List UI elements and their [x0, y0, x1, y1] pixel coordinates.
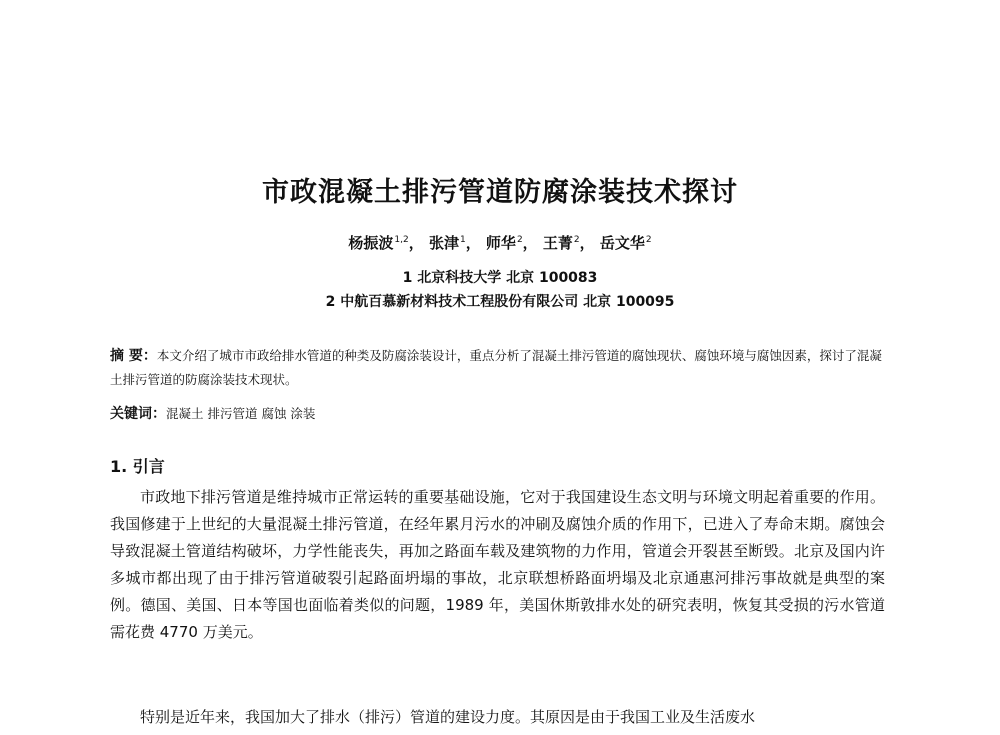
- section-heading: 1. 引言: [110, 457, 165, 476]
- abstract-text: 本文介绍了城市市政给排水管道的种类及防腐涂装设计，重点分析了混凝土排污管道的腐蚀现状、腐蚀环境与腐蚀因素，探讨了混凝土排污管道的防腐涂装技术现状。: [110, 348, 882, 387]
- abstract: [110, 344, 890, 392]
- body-paragraph: 特别是近年来，我国加大了排水（排污）管道的建设力度。其原因是由于我国工业及生活废水: [140, 708, 756, 726]
- body-paragraph: 市政地下排污管道是维持城市正常运转的重要基础设施，它对于我国建设生态文明与环境文明起着重要的作用。我国修建于上世纪的大量混凝土排污管道，在经年累月污水的冲刷及腐蚀介质的作用下，已进入了寿命末期。腐蚀会导致混凝土管道结构破坏，力学性能丧失，再加之路面车载及建筑物的力作用，管道会开裂甚至断毁。北京及国内许多城市都出现了由于排污管道破裂引起路面坍塌的事故，北京联想桥路面坍塌及北京通惠河排污事故就是典型的案例。德国、美国、日本等国也面临着类似的问题，1989 年，美国休斯敦排水处的研究表明，恢复其受损的污水管道需花费 4770 万美元。: [110, 488, 885, 641]
- author-name: 师华: [485, 234, 516, 252]
- author-affiliation-mark: 2: [516, 235, 523, 245]
- keywords-label: 关键词：: [110, 406, 166, 422]
- author-name: 杨振波: [348, 234, 394, 252]
- author-list: 杨振波$^{1,2}$， 张津$^1$， 师华$^2$， 王菁$^2$， 岳文华$^2$: [348, 234, 652, 252]
- author-name: 岳文华: [599, 234, 645, 252]
- affiliation-1: 1 北京科技大学 北京 100083: [402, 270, 598, 286]
- keywords-text: 混凝土 排污管道 腐蚀 涂装: [166, 406, 316, 421]
- author-affiliation-mark: 2: [573, 235, 580, 245]
- author-name: 王菁: [542, 234, 573, 252]
- keywords: [110, 404, 890, 424]
- author-affiliation-mark: 2: [645, 235, 652, 245]
- paper-title: 市政混凝土排污管道防腐涂装技术探讨: [262, 177, 738, 208]
- abstract-label: 摘 要：: [110, 348, 157, 364]
- author-name: 张津: [428, 234, 459, 252]
- affiliation-2: 2 中航百慕新材料技术工程股份有限公司 北京 100095: [325, 294, 675, 310]
- author-affiliation-mark: 1,2: [394, 235, 409, 245]
- author-affiliation-mark: 1: [459, 235, 466, 245]
